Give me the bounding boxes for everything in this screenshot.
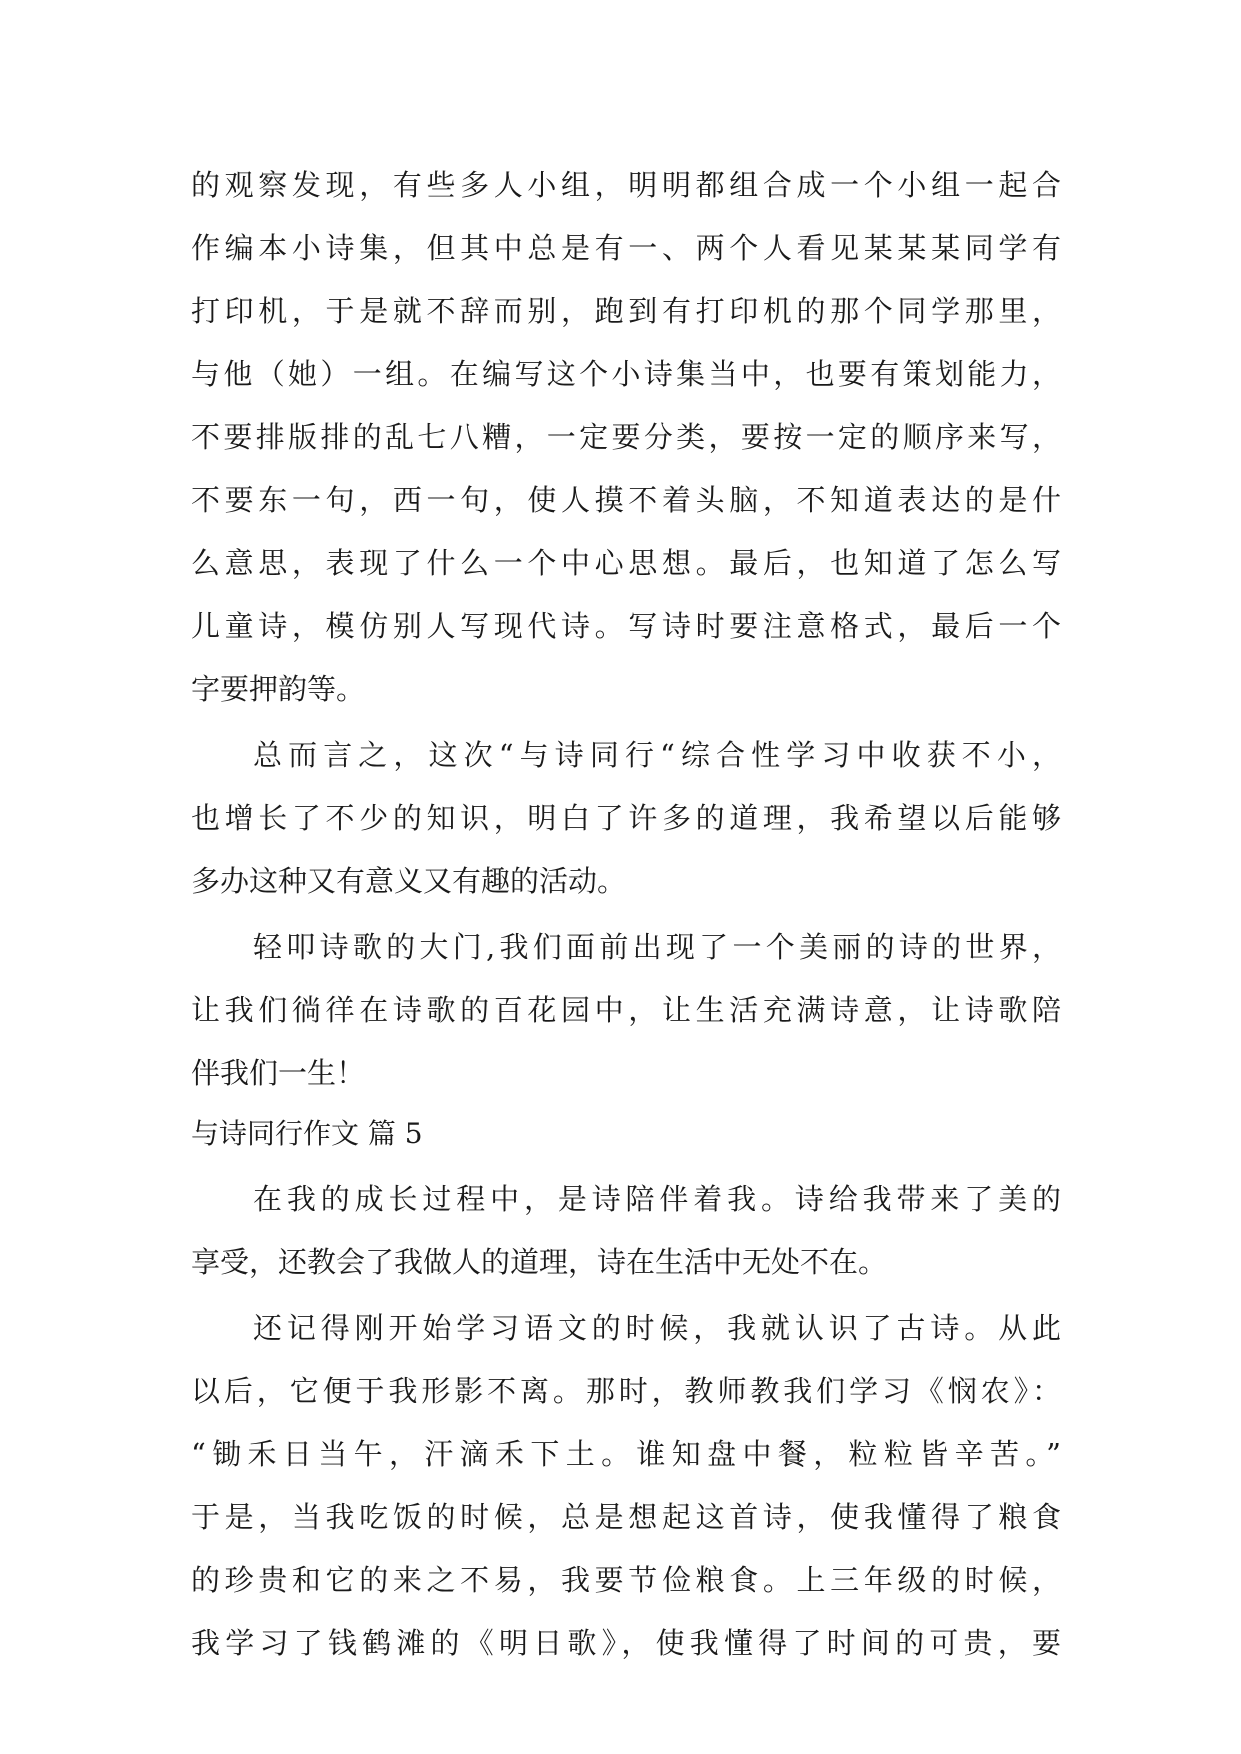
text-line: 也增长了不少的知识，明白了许多的道理，我希望以后能够	[191, 801, 1061, 835]
text-line: 于是，当我吃饭的时候，总是想起这首诗，使我懂得了粮食	[191, 1500, 1061, 1534]
text-line: 不要东一句，西一句，使人摸不着头脑，不知道表达的是什	[191, 483, 1061, 517]
paragraph-first-line: 在我的成长过程中，是诗陪伴着我。诗给我带来了美的	[253, 1182, 1061, 1216]
text-line: 的珍贵和它的来之不易，我要节俭粮食。上三年级的时候，	[191, 1563, 1061, 1597]
text-line: “锄禾日当午，汗滴禾下土。谁知盘中餐，粒粒皆辛苦。”	[191, 1437, 1061, 1471]
text-line: 与他（她）一组。在编写这个小诗集当中，也要有策划能力，	[191, 357, 1061, 391]
text-line: 打印机，于是就不辞而别，跑到有打印机的那个同学那里，	[191, 294, 1061, 328]
text-line: 儿童诗，模仿别人写现代诗。写诗时要注意格式，最后一个	[191, 609, 1061, 643]
text-line: 的观察发现，有些多人小组，明明都组合成一个小组一起合	[191, 168, 1061, 202]
text-line: 我学习了钱鹤滩的《明日歌》，使我懂得了时间的可贵，要	[191, 1626, 1061, 1660]
text-line: 让我们徜徉在诗歌的百花园中，让生活充满诗意，让诗歌陪	[191, 993, 1061, 1027]
text-line: 么意思，表现了什么一个中心思想。最后，也知道了怎么写	[191, 546, 1061, 580]
text-line: 多办这种又有意义又有趣的活动。	[191, 864, 627, 898]
paragraph-first-line: 还记得刚开始学习语文的时候，我就认识了古诗。从此	[253, 1311, 1061, 1345]
section-heading: 与诗同行作文 篇 5	[191, 1117, 423, 1150]
text-line: 不要排版排的乱七八糟，一定要分类，要按一定的顺序来写，	[191, 420, 1061, 454]
text-line: 字要押韵等。	[191, 672, 366, 706]
paragraph-first-line: 总而言之，这次“与诗同行“综合性学习中收获不小，	[253, 738, 1061, 772]
paragraph-first-line: 轻叩诗歌的大门,我们面前出现了一个美丽的诗的世界，	[253, 930, 1061, 964]
text-line: 以后，它便于我形影不离。那时，教师教我们学习《悯农》：	[191, 1374, 1061, 1408]
text-line: 享受，还教会了我做人的道理，诗在生活中无处不在。	[191, 1245, 888, 1279]
text-line: 作编本小诗集，但其中总是有一、两个人看见某某某同学有	[191, 231, 1061, 265]
text-line: 伴我们一生！	[191, 1056, 366, 1090]
